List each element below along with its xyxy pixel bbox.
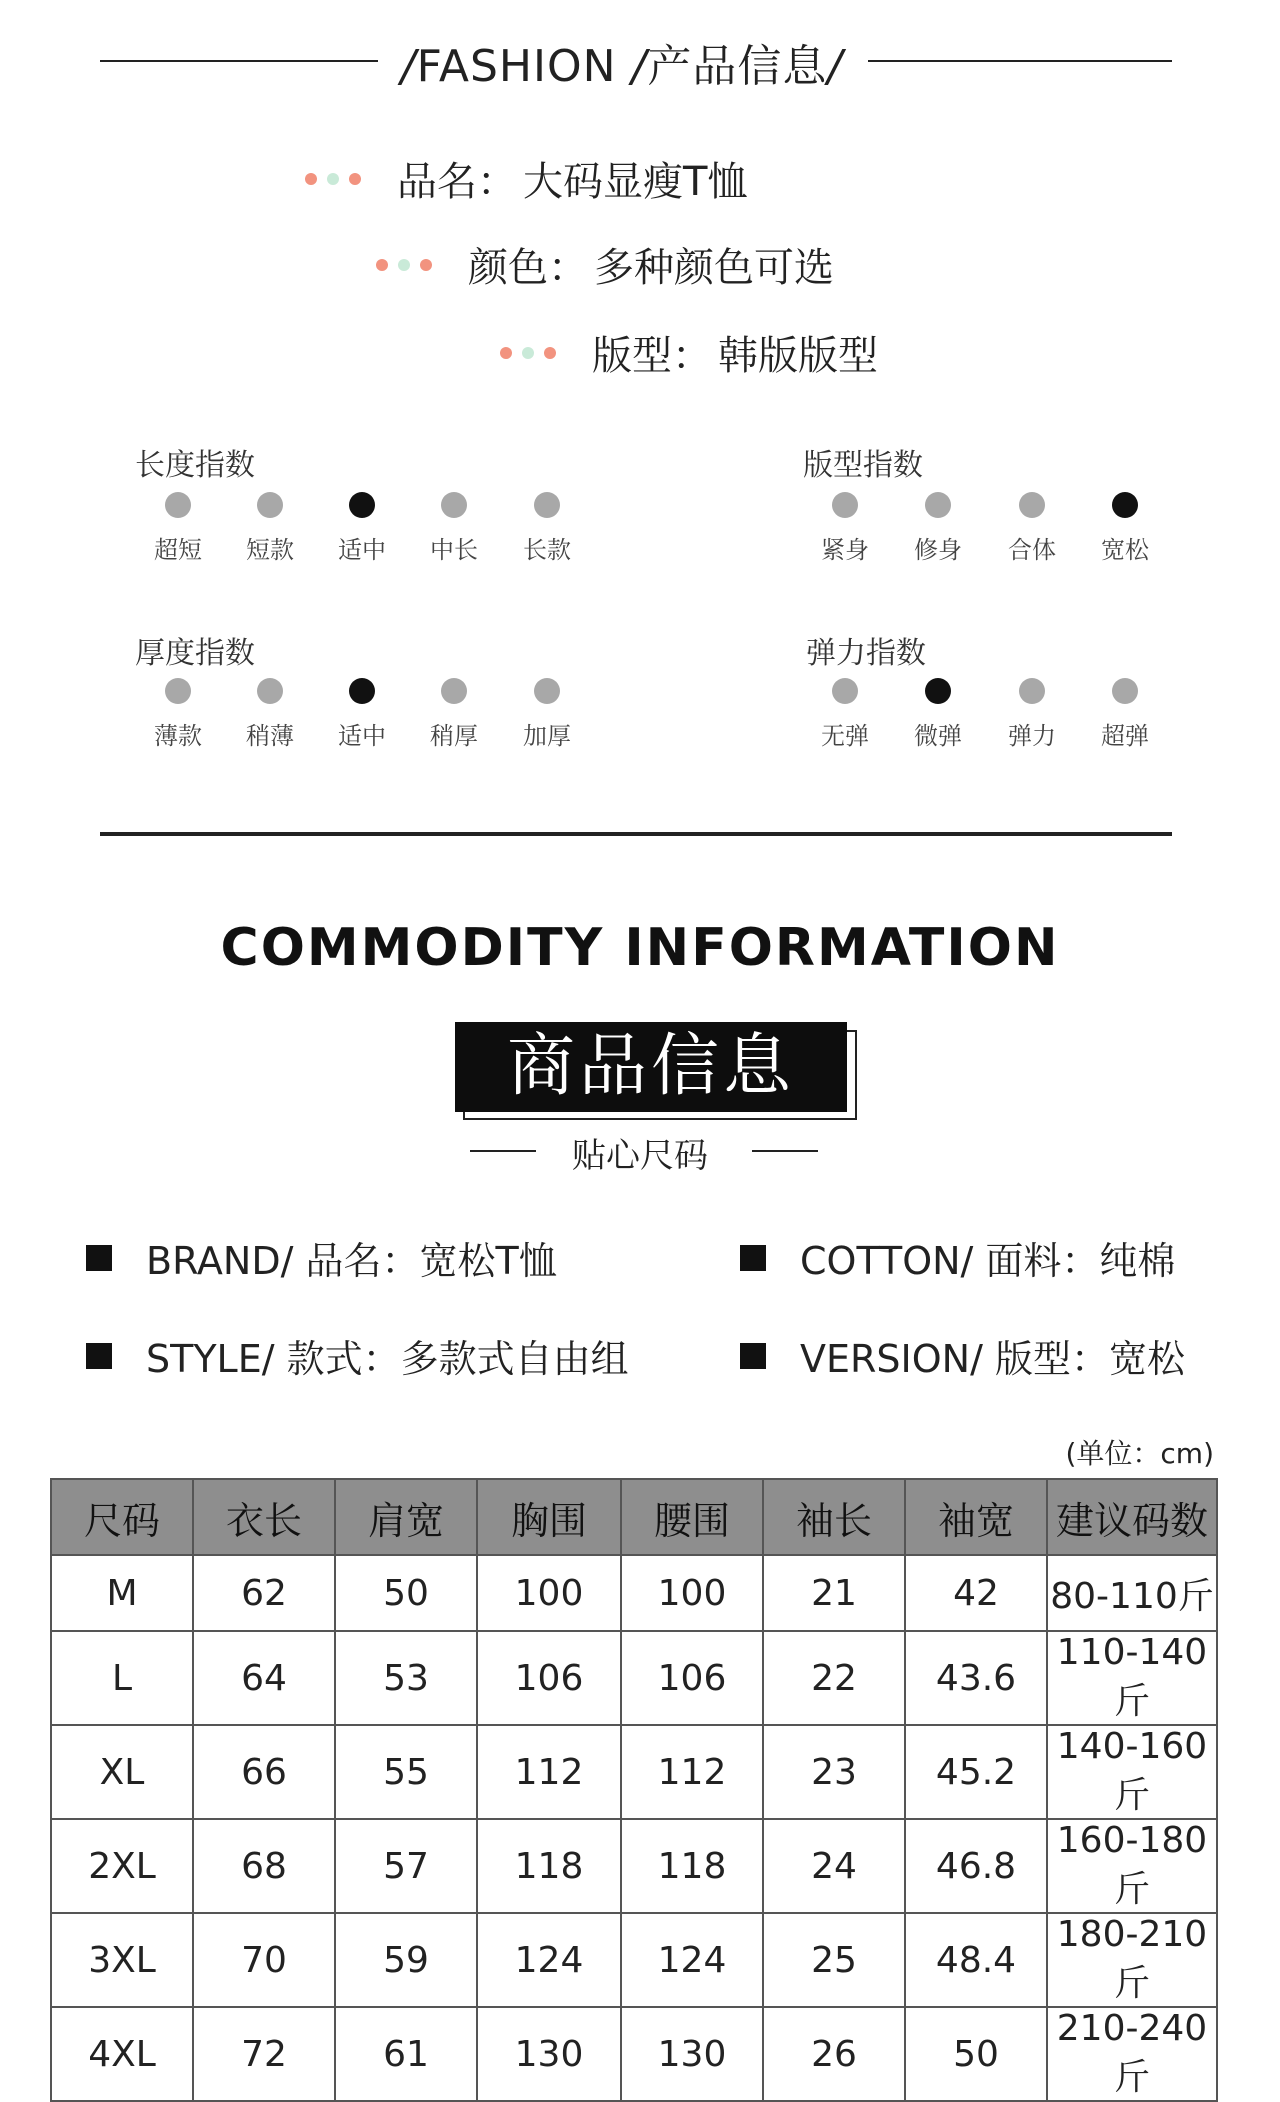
size-table (50, 1478, 1218, 2102)
index-option (128, 678, 228, 751)
table-cell: 160-180斤 (1047, 1819, 1217, 1913)
table-header-cell: 肩宽 (335, 1479, 477, 1555)
table-cell: 46.8 (905, 1819, 1047, 1913)
table-cell: 25 (763, 1913, 905, 2007)
header-title: /FASHION /产品信息/ (400, 41, 844, 92)
attr-brand (86, 1230, 557, 1285)
index-option-label: 合体 (1008, 536, 1056, 564)
index-option-label: 微弹 (914, 722, 962, 750)
table-cell: 57 (335, 1819, 477, 1913)
section-divider (100, 832, 1172, 836)
table-header-cell: 腰围 (621, 1479, 763, 1555)
table-cell: 118 (477, 1819, 621, 1913)
index-dot (832, 492, 858, 518)
product-info-fit (500, 324, 878, 381)
table-cell: 106 (621, 1631, 763, 1725)
index-option (1075, 678, 1175, 751)
product-info-label: 品名： (397, 159, 517, 205)
index-dot (441, 678, 467, 704)
index-option-label: 中长 (430, 536, 478, 564)
table-header-cell: 尺码 (51, 1479, 193, 1555)
index-dot (257, 492, 283, 518)
index-option-label: 宽松 (1101, 536, 1149, 564)
table-cell: 210-240斤 (1047, 2007, 1217, 2101)
table-header-row (51, 1479, 1217, 1555)
table-row (51, 1819, 1217, 1913)
index-option (404, 492, 504, 565)
index-option-label: 紧身 (821, 536, 869, 564)
index-option (888, 492, 988, 565)
product-info-label: 版型： (592, 333, 712, 379)
table-cell: XL (51, 1725, 193, 1819)
product-info-value: 多种颜色可选 (594, 245, 834, 291)
index-option (220, 492, 320, 565)
decor-dots (376, 259, 442, 271)
index-option (795, 492, 895, 565)
index-option-label: 无弹 (821, 722, 869, 750)
table-cell: 50 (335, 1555, 477, 1631)
attr-text: COTTON/ 面料：纯棉 (800, 1239, 1176, 1283)
index-dot (257, 678, 283, 704)
index-dot-selected (1112, 492, 1138, 518)
attr-cotton (740, 1230, 1175, 1285)
product-info-label: 颜色： (468, 245, 588, 291)
index-option-label: 稍厚 (430, 722, 478, 750)
index-option-label: 长款 (523, 536, 571, 564)
index-option-label: 薄款 (154, 722, 202, 750)
table-row (51, 1913, 1217, 2007)
table-header-cell: 建议码数 (1047, 1479, 1217, 1555)
table-cell: 55 (335, 1725, 477, 1819)
table-cell: 22 (763, 1631, 905, 1725)
product-info-value: 大码显瘦T恤 (523, 159, 748, 205)
commodity-title-en: COMMODITY INFORMATION (220, 918, 1060, 978)
header-rule-right (868, 60, 1172, 62)
index-option (888, 678, 988, 751)
table-cell: 53 (335, 1631, 477, 1725)
attr-text: VERSION/ 版型：宽松 (800, 1337, 1185, 1381)
table-cell: 50 (905, 2007, 1047, 2101)
index-option-label: 稍薄 (246, 722, 294, 750)
commodity-subtitle: 贴心尺码 (572, 1136, 708, 1176)
bullet-square (86, 1245, 112, 1271)
table-cell: 26 (763, 2007, 905, 2101)
index-dot (1112, 678, 1138, 704)
table-cell: 61 (335, 2007, 477, 2101)
header-title-en: FASHION (416, 41, 617, 92)
index-option (497, 492, 597, 565)
index-option-label: 超短 (154, 536, 202, 564)
attr-text: BRAND/ 品名：宽松T恤 (146, 1239, 557, 1283)
index-dot (534, 492, 560, 518)
index-option (497, 678, 597, 751)
table-row (51, 1725, 1217, 1819)
index-dot (1019, 678, 1045, 704)
table-cell: 124 (477, 1913, 621, 2007)
index-title: 长度指数 (135, 448, 255, 483)
index-option (312, 678, 412, 751)
index-option (128, 492, 228, 565)
index-option (220, 678, 320, 751)
table-cell: 2XL (51, 1819, 193, 1913)
table-cell: 4XL (51, 2007, 193, 2101)
index-option-label: 超弹 (1101, 722, 1149, 750)
table-cell: 62 (193, 1555, 335, 1631)
table-cell: 118 (621, 1819, 763, 1913)
table-cell: 112 (477, 1725, 621, 1819)
index-option-label: 适中 (338, 536, 386, 564)
table-cell: 100 (477, 1555, 621, 1631)
table-cell: 3XL (51, 1913, 193, 2007)
table-cell: L (51, 1631, 193, 1725)
attr-version (740, 1328, 1185, 1383)
index-option (312, 492, 412, 565)
index-dot (1019, 492, 1045, 518)
table-cell: M (51, 1555, 193, 1631)
index-option (795, 678, 895, 751)
table-cell: 45.2 (905, 1725, 1047, 1819)
table-cell: 112 (621, 1725, 763, 1819)
table-cell: 80-110斤 (1047, 1555, 1217, 1631)
decor-dots (500, 347, 566, 359)
table-cell: 21 (763, 1555, 905, 1631)
table-cell: 72 (193, 2007, 335, 2101)
table-cell: 110-140斤 (1047, 1631, 1217, 1725)
index-option-label: 修身 (914, 536, 962, 564)
attr-style (86, 1328, 629, 1383)
table-row (51, 2007, 1217, 2101)
product-info-name (305, 150, 747, 207)
index-title: 弹力指数 (806, 636, 926, 671)
index-option (1075, 492, 1175, 565)
index-dot (441, 492, 467, 518)
index-option-label: 短款 (246, 536, 294, 564)
index-dot (925, 492, 951, 518)
table-cell: 59 (335, 1913, 477, 2007)
table-cell: 100 (621, 1555, 763, 1631)
index-dot (832, 678, 858, 704)
bullet-square (740, 1343, 766, 1369)
index-option (982, 678, 1082, 751)
table-row (51, 1631, 1217, 1725)
table-header-cell: 袖宽 (905, 1479, 1047, 1555)
table-cell: 70 (193, 1913, 335, 2007)
index-title: 版型指数 (803, 448, 923, 483)
product-info-value: 韩版版型 (718, 333, 878, 379)
header-rule-left (100, 60, 378, 62)
table-cell: 43.6 (905, 1631, 1047, 1725)
table-cell: 66 (193, 1725, 335, 1819)
table-cell: 140-160斤 (1047, 1725, 1217, 1819)
table-cell: 23 (763, 1725, 905, 1819)
table-cell: 68 (193, 1819, 335, 1913)
table-cell: 64 (193, 1631, 335, 1725)
index-dot-selected (925, 678, 951, 704)
index-option (982, 492, 1082, 565)
bullet-square (740, 1245, 766, 1271)
header-title-cn: 产品信息 (647, 41, 828, 92)
table-header-cell: 衣长 (193, 1479, 335, 1555)
table-row (51, 1555, 1217, 1631)
table-header-cell: 袖长 (763, 1479, 905, 1555)
attr-text: STYLE/ 款式：多款式自由组 (146, 1337, 629, 1381)
index-option-label: 加厚 (523, 722, 571, 750)
index-dot (165, 492, 191, 518)
table-header-cell: 胸围 (477, 1479, 621, 1555)
index-dot (165, 678, 191, 704)
index-option-label: 弹力 (1008, 722, 1056, 750)
index-title: 厚度指数 (135, 636, 255, 671)
decor-dots (305, 173, 371, 185)
table-cell: 48.4 (905, 1913, 1047, 2007)
table-cell: 130 (477, 2007, 621, 2101)
commodity-title-cn: 商品信息 (455, 1022, 847, 1112)
unit-label: (单位：cm) (1065, 1437, 1214, 1470)
table-cell: 130 (621, 2007, 763, 2101)
index-dot (534, 678, 560, 704)
index-option (404, 678, 504, 751)
index-dot-selected (349, 492, 375, 518)
index-dot-selected (349, 678, 375, 704)
table-cell: 42 (905, 1555, 1047, 1631)
index-option-label: 适中 (338, 722, 386, 750)
bullet-square (86, 1343, 112, 1369)
table-cell: 180-210斤 (1047, 1913, 1217, 2007)
table-cell: 124 (621, 1913, 763, 2007)
table-cell: 24 (763, 1819, 905, 1913)
table-cell: 106 (477, 1631, 621, 1725)
product-info-color (376, 236, 834, 293)
